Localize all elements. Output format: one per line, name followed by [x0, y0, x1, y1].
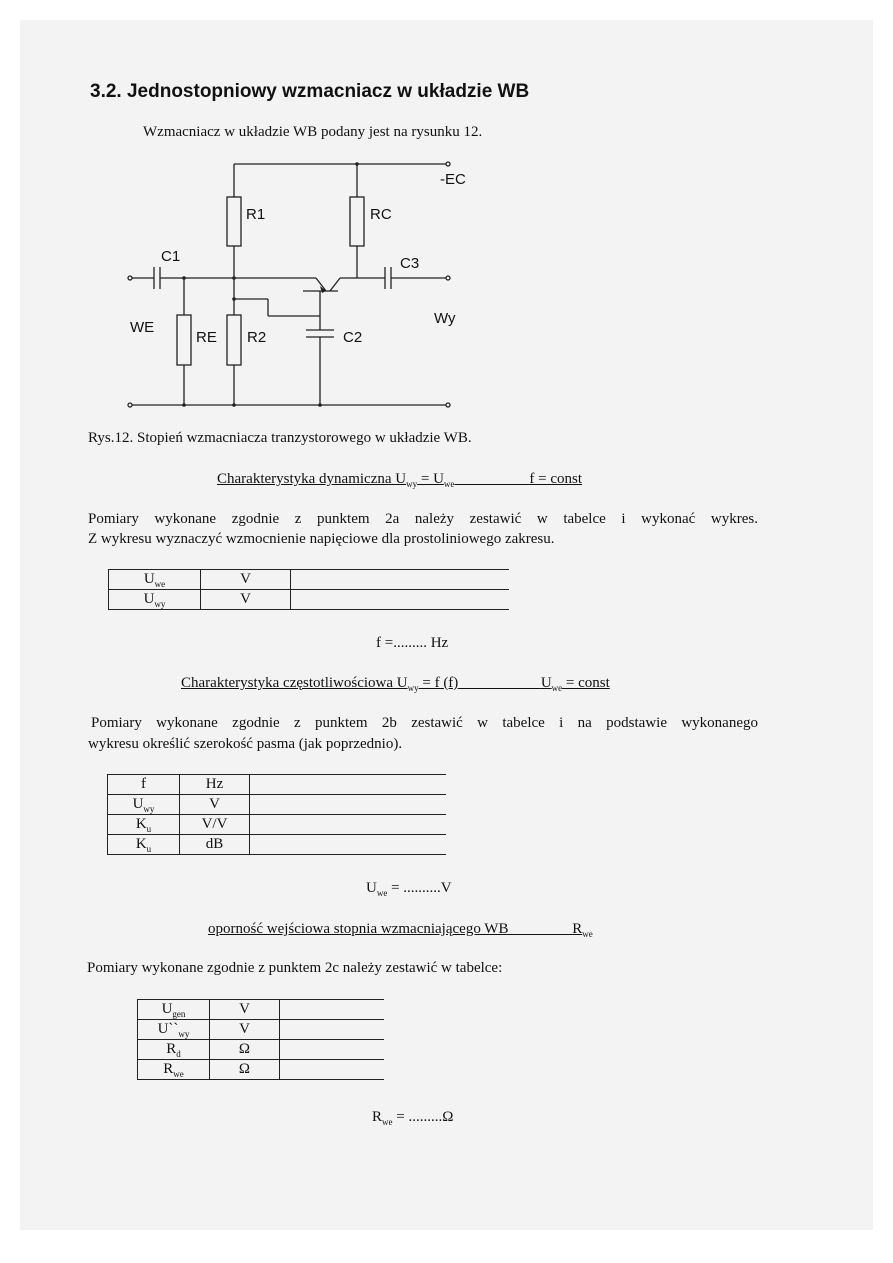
table-row: $K_u$ dB [108, 835, 447, 855]
label-rc: RC [370, 206, 392, 223]
label-we: WE [130, 319, 155, 336]
output-terminal [446, 276, 450, 280]
paragraph-2-line-1: Pomiary wykonane zgodnie z punktem 2b zestawić w tabelce i na podstawie wykonanego [91, 715, 758, 731]
table-row: $U_{wy}$ V [109, 590, 510, 610]
frequency-note: f =......... Hz [376, 635, 449, 651]
table-dynamic [108, 569, 509, 610]
table-cell-empty [250, 835, 447, 855]
input-voltage-note: $U_{we} = ..........V$ [366, 880, 452, 898]
table-row: $U_{we}$ V [109, 570, 510, 590]
table-cell-empty [250, 815, 447, 835]
label-c1: C1 [161, 248, 181, 265]
resistor-r1 [227, 197, 241, 246]
table-cell-empty [280, 1060, 385, 1080]
label-re: RE [196, 329, 217, 346]
label-supply: -EC [440, 171, 466, 188]
table-impedance [137, 999, 384, 1080]
paragraph-1-line-2: Z wykresu wyznaczyć wzmocnienie napięciowe dla prostoliniowego zakresu. [88, 531, 555, 547]
table-cell-empty [250, 775, 447, 795]
label-c3: C3 [400, 255, 420, 272]
label-c2: C2 [343, 329, 363, 346]
table-cell-empty [280, 1020, 385, 1040]
table-row: $U_{gen}$ V [138, 1000, 385, 1020]
table-frequency [107, 774, 446, 855]
table-cell-empty [291, 590, 510, 610]
section-title: 3.2. Jednostopniowy wzmacniacz w układzie WB [90, 81, 530, 102]
dynamic-char-heading: Charakterystyka dynamiczna $U_{wy} = U_{we}$ f = const [217, 471, 583, 489]
resistor-r2 [227, 315, 241, 365]
input-resistance-note: $R_{we} = .........\Omega$ [372, 1109, 454, 1127]
intro-text: Wzmacniacz w układzie WB podany jest na rysunku 12. [143, 124, 483, 140]
paragraph-3: Pomiary wykonane zgodnie z punktem 2c należy zestawić w tabelce: [87, 960, 503, 976]
table-row: $R_d$ Ω [138, 1040, 385, 1060]
table-row: $U_{wy}$ V [108, 795, 447, 815]
supply-terminal [446, 162, 450, 166]
table-row: $K_u$ V/V [108, 815, 447, 835]
table-cell-empty [280, 1040, 385, 1060]
label-r2: R2 [247, 329, 267, 346]
circuit-diagram [20, 20, 873, 420]
table-row: $U``_{wy}$ V [138, 1020, 385, 1040]
resistor-re [177, 315, 191, 365]
paragraph-1-line-1: Pomiary wykonane zgodnie z punktem 2a należy zestawić w tabelce i wykonać wykres. [88, 511, 758, 527]
table-row: f Hz [108, 775, 447, 795]
resistor-rc [350, 197, 364, 246]
table-row: $R_{we}$ Ω [138, 1060, 385, 1080]
label-wy: Wy [434, 310, 456, 327]
table-cell-empty [291, 570, 510, 590]
input-impedance-heading: oporność wejściowa stopnia wzmacniającego WB $R_{we}$ [208, 921, 593, 939]
table-cell-empty [250, 795, 447, 815]
label-r1: R1 [246, 206, 266, 223]
input-terminal [128, 276, 132, 280]
paragraph-2-line-2: wykresu określić szerokość pasma (jak poprzednio). [88, 736, 403, 752]
table-cell-empty [280, 1000, 385, 1020]
document-page [20, 20, 873, 1230]
figure-caption: Rys.12. Stopień wzmacniacza tranzystorowego w układzie WB. [88, 430, 472, 446]
frequency-char-heading: Charakterystyka częstotliwościowa $U_{wy} = f$ (f) $U_{we}$ = const [181, 675, 610, 693]
